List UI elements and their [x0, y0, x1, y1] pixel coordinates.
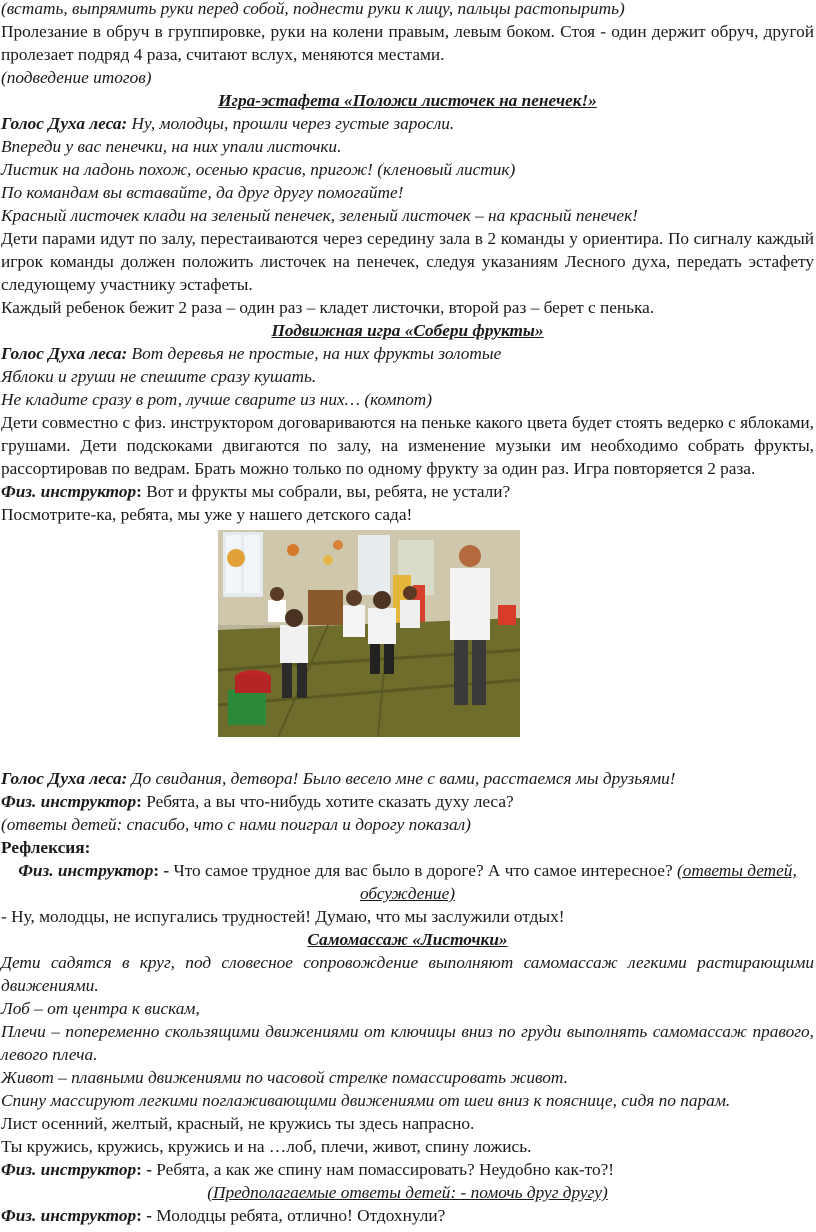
line: (ответы детей: спасибо, что с нами поиграл и дорогу показал) — [1, 815, 471, 834]
speech-line — [0, 767, 816, 790]
reflection-heading: Рефлексия: — [1, 838, 91, 857]
speech-text: Вот деревья не простые, на них фрукты золотые — [127, 344, 502, 363]
speaker-label: Голос Духа леса: — [1, 114, 128, 133]
line: Лоб – от центра к вискам, — [1, 999, 200, 1018]
speech-line — [0, 859, 816, 905]
speech-text: До свидания, детвора! Было весело мне с вами, расстаемся мы друзьями! — [127, 769, 676, 788]
section-heading: Игра-эстафета «Положи листочек на пенечек!» — [218, 91, 597, 110]
line: (встать, выпрямить руки перед собой, поднести руки к лицу, пальцы растопырить) — [1, 0, 625, 18]
speech-text: Вот и фрукты мы собрали, вы, ребята, не устали? — [141, 482, 511, 501]
speech-line — [0, 790, 816, 813]
speech-line — [0, 1158, 816, 1181]
paragraph: Дети совместно с физ. инструктором договариваются на пеньке какого цвета будет стоять ведерко с яблоками, грушами. Дети подскоками двигаются по залу, на изменение музыки им необходимо собрать фрукты, рассортировав по ведрам. Брать можно только по одному фрукту за один раз. Игра повторяется 2 раза. — [1, 413, 814, 478]
line: Живот – плавными движениями по часовой стрелке помассировать живот. — [1, 1068, 568, 1087]
section-heading: Подвижная игра «Собери фрукты» — [271, 321, 544, 340]
speech-line — [0, 1204, 816, 1227]
colon: : - — [136, 1206, 157, 1225]
paragraph: Плечи – попеременно скользящими движениями от ключицы вниз по груди выполнять самомассаж правого, левого плеча. — [1, 1022, 814, 1064]
photo-container — [0, 530, 816, 767]
colon: : - — [153, 861, 174, 880]
speech-line — [0, 342, 816, 365]
speaker-label: Физ. инструктор — [1, 1206, 137, 1225]
speech-line — [0, 112, 816, 135]
speech-text: Что самое трудное для вас было в дороге? А что самое интересное? — [173, 861, 677, 880]
line: Листик на ладонь похож, осенью красив, пригож! (кленовый листик) — [1, 160, 516, 179]
line: Впереди у вас пенечки, на них упали листочки. — [1, 137, 342, 156]
speech-text: Ребята, а как же спину нам помассировать? Неудобно как-то?! — [156, 1160, 615, 1179]
speaker-label: Физ. инструктор — [1, 1160, 137, 1179]
line: Яблоки и груши не спешите сразу кушать. — [1, 367, 317, 386]
speech-note: (ответы детей, обсуждение) — [359, 861, 797, 903]
line: - Ну, молодцы, не испугались трудностей! Думаю, что мы заслужили отдых! — [1, 907, 565, 926]
speaker-label: Физ. инструктор — [1, 792, 137, 811]
speech-line — [0, 480, 816, 503]
line: Не кладите сразу в рот, лучше сварите из них… (компот) — [1, 390, 433, 409]
line: По командам вы вставайте, да друг другу помогайте! — [1, 183, 404, 202]
speaker-label: Голос Духа леса: — [1, 344, 128, 363]
line: Лист осенний, желтый, красный, не кружись ты здесь напрасно. — [1, 1114, 475, 1133]
colon: : — [136, 792, 142, 811]
line: Красный листочек клади на зеленый пенечек, зеленый листочек – на красный пенечек! — [1, 206, 638, 225]
line: (подведение итогов) — [1, 68, 152, 87]
paragraph: Дети садятся в круг, под словесное сопровождение выполняют самомассаж легкими растирающими движениями. — [1, 953, 814, 995]
paragraph: Дети парами идут по залу, перестаиваются через середину зала в 2 команды у ориентира. По сигналу каждый игрок команды должен положить листочек на пенечек, следуя указаниям Лесного духа, передать эстафету следующему участнику эстафеты. — [1, 229, 814, 294]
colon: : - — [136, 1160, 157, 1179]
line: Ты кружись, кружись, кружись и на …лоб, плечи, живот, спину ложись. — [1, 1137, 532, 1156]
speaker-label: Голос Духа леса: — [1, 769, 128, 788]
section-heading: Самомассаж «Листочки» — [307, 930, 508, 949]
colon: : — [136, 482, 142, 501]
speech-text: Ну, молодцы, прошли через густые заросли. — [127, 114, 455, 133]
line: Посмотрите-ка, ребята, мы уже у нашего детского сада! — [1, 505, 413, 524]
speech-text: Молодцы ребята, отлично! Отдохнули? — [156, 1206, 446, 1225]
speech-text: Ребята, а вы что-нибудь хотите сказать духу леса? — [141, 792, 514, 811]
line: (Предполагаемые ответы детей: - помочь друг другу) — [207, 1183, 608, 1202]
line: Спину массируют легкими поглаживающими движениями от шеи вниз к пояснице, сидя по парам. — [1, 1091, 731, 1110]
photo-kids-in-gym-icon — [218, 530, 520, 737]
speaker-label: Физ. инструктор — [1, 482, 137, 501]
line: Каждый ребенок бежит 2 раза – один раз – кладет листочки, второй раз – берет с пенька. — [1, 298, 655, 317]
speaker-label: Физ. инструктор — [18, 861, 154, 880]
paragraph: Пролезание в обруч в группировке, руки на колени правым, левым боком. Стоя - один держит обруч, другой пролезает подряд 4 раза, считают вслух, меняются местами. — [1, 22, 814, 64]
